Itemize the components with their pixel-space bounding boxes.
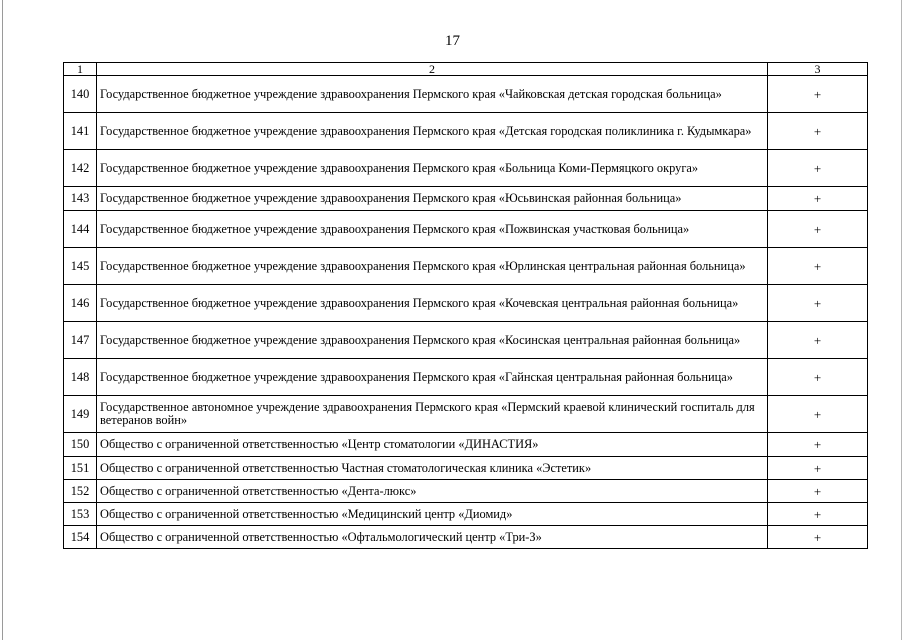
- row-number: 150: [64, 433, 97, 457]
- row-number: 153: [64, 503, 97, 526]
- header-col-2: 2: [97, 63, 768, 76]
- institution-name: Государственное бюджетное учреждение здравоохранения Пермского края «Косинская центральная районная больница»: [97, 322, 768, 359]
- table-row: [64, 457, 868, 480]
- table-row: [64, 187, 868, 211]
- scan-edge-right: [901, 0, 902, 640]
- row-number: 141: [64, 113, 97, 150]
- row-number: 142: [64, 150, 97, 187]
- row-number: 154: [64, 526, 97, 549]
- table-row: [64, 285, 868, 322]
- row-number: 145: [64, 248, 97, 285]
- table-row: [64, 480, 868, 503]
- inclusion-mark: +: [768, 150, 868, 187]
- institutions-table: [63, 62, 868, 549]
- table-row: [64, 113, 868, 150]
- table-row: [64, 211, 868, 248]
- table-row: [64, 359, 868, 396]
- page-number: 17: [445, 33, 460, 49]
- inclusion-mark: +: [768, 480, 868, 503]
- institution-name: Государственное бюджетное учреждение здравоохранения Пермского края «Пожвинская участковая больница»: [97, 211, 768, 248]
- inclusion-mark: +: [768, 211, 868, 248]
- table-row: [64, 526, 868, 549]
- inclusion-mark: +: [768, 457, 868, 480]
- institution-name: Общество с ограниченной ответственностью Частная стоматологическая клиника «Эстетик»: [97, 457, 768, 480]
- table-row: [64, 248, 868, 285]
- institution-name: Общество с ограниченной ответственностью «Центр стоматологии «ДИНАСТИЯ»: [97, 433, 768, 457]
- row-number: 151: [64, 457, 97, 480]
- row-number: 149: [64, 396, 97, 433]
- row-number: 144: [64, 211, 97, 248]
- inclusion-mark: +: [768, 113, 868, 150]
- inclusion-mark: +: [768, 396, 868, 433]
- inclusion-mark: +: [768, 433, 868, 457]
- inclusion-mark: +: [768, 248, 868, 285]
- inclusion-mark: +: [768, 359, 868, 396]
- table-row: [64, 433, 868, 457]
- table-row: [64, 76, 868, 113]
- row-number: 148: [64, 359, 97, 396]
- header-col-1: 1: [64, 63, 97, 76]
- institution-name: Государственное бюджетное учреждение здравоохранения Пермского края «Чайковская детская городская больница»: [97, 76, 768, 113]
- institution-name: Государственное бюджетное учреждение здравоохранения Пермского края «Больница Коми-Пермяцкого округа»: [97, 150, 768, 187]
- row-number: 143: [64, 187, 97, 211]
- row-number: 146: [64, 285, 97, 322]
- institution-name: Государственное бюджетное учреждение здравоохранения Пермского края «Гайнская центральная районная больница»: [97, 359, 768, 396]
- table-header-row: [64, 63, 868, 76]
- inclusion-mark: +: [768, 322, 868, 359]
- institution-name: Государственное бюджетное учреждение здравоохранения Пермского края «Кочевская центральная районная больница»: [97, 285, 768, 322]
- inclusion-mark: +: [768, 187, 868, 211]
- institution-name: Общество с ограниченной ответственностью «Дента-люкс»: [97, 480, 768, 503]
- inclusion-mark: +: [768, 526, 868, 549]
- institution-name: Государственное бюджетное учреждение здравоохранения Пермского края «Юрлинская центральная районная больница»: [97, 248, 768, 285]
- table-row: [64, 503, 868, 526]
- header-col-3: 3: [768, 63, 868, 76]
- row-number: 140: [64, 76, 97, 113]
- inclusion-mark: +: [768, 285, 868, 322]
- scan-edge-left: [2, 0, 3, 640]
- institution-name: Государственное бюджетное учреждение здравоохранения Пермского края «Детская городская поликлиника г. Кудымкара»: [97, 113, 768, 150]
- inclusion-mark: +: [768, 76, 868, 113]
- institution-name: Общество с ограниченной ответственностью «Офтальмологический центр «Три-З»: [97, 526, 768, 549]
- institution-name: Государственное автономное учреждение здравоохранения Пермского края «Пермский краевой клинический госпиталь для ветеранов войн»: [97, 396, 768, 433]
- table-row: [64, 322, 868, 359]
- table-row: [64, 150, 868, 187]
- row-number: 152: [64, 480, 97, 503]
- table-row: [64, 396, 868, 433]
- inclusion-mark: +: [768, 503, 868, 526]
- institution-name: Государственное бюджетное учреждение здравоохранения Пермского края «Юсьвинская районная больница»: [97, 187, 768, 211]
- institution-name: Общество с ограниченной ответственностью «Медицинский центр «Диомид»: [97, 503, 768, 526]
- row-number: 147: [64, 322, 97, 359]
